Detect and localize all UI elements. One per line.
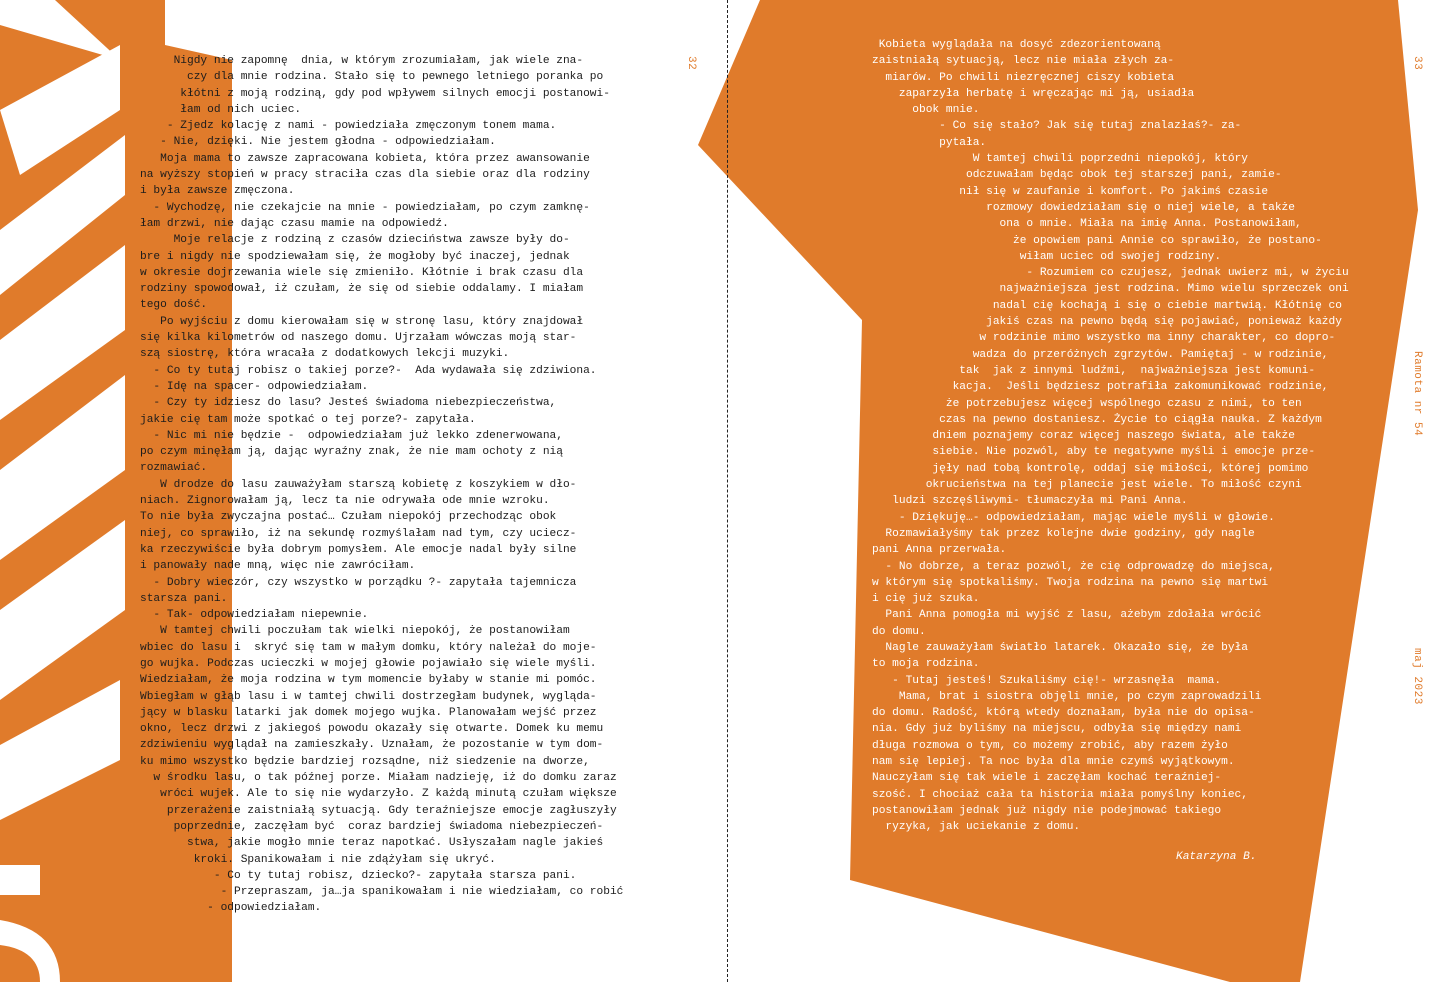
text-line: jęły nad tobą kontrolę, oddaj się miłości, której pomimo: [872, 462, 1309, 475]
text-line: i była zawsze zmęczona.: [140, 185, 295, 198]
text-line: w środku lasu, o tak późnej porze. Miałam nadzieję, iż do domku zaraz: [140, 772, 617, 785]
text-line: jący w blasku latarki jak domek mojego wujka. Planowałam wejść przez: [140, 706, 597, 719]
text-line: pytała.: [872, 136, 987, 149]
text-line: Wiedziałam, że moja rodzina w tym momencie byłaby w stanie mi pomóc.: [140, 674, 597, 687]
text-line: rozmowy dowiedziałam się o niej wiele, a także: [872, 201, 1295, 214]
text-line: czy dla mnie rodzina. Stało się to pewnego letniego poranka po: [140, 71, 604, 84]
text-line: niej, co sprawiło, iż na sekundę rozmyślałam nad tym, czy uciecz-: [140, 527, 577, 540]
text-line: tego dość.: [140, 299, 208, 312]
text-line: - Idę na spacer- odpowiedziałam.: [140, 380, 369, 393]
text-line: okno, lecz drzwi z jakiegoś powodu okazały się otwarte. Domek ku memu: [140, 723, 604, 736]
text-line: - Dobry wieczór, czy wszystko w porządku ?- zapytała tajemnicza: [140, 576, 577, 589]
text-line: nia. Gdy już byliśmy na miejscu, odbyła się między nami: [872, 723, 1242, 736]
text-line: się kilka kilometrów od naszego domu. Ujrzałam wówczas moją star-: [140, 332, 577, 345]
text-line: ona o mnie. Miała na imię Anna. Postanowiłam,: [872, 218, 1302, 231]
text-line: przerażenie zaistniałą sytuacją. Gdy teraźniejsze emocje zagłuszyły: [140, 804, 617, 817]
text-line: nadal cię kochają i się o ciebie martwią. Kłótnię co: [872, 299, 1342, 312]
text-line: Pani Anna pomogła mi wyjść z lasu, ażebym zdołała wrócić: [872, 609, 1262, 622]
text-line: w okresie dojrzewania wiele się zmieniło. Kłótnie i brak czasu dla: [140, 266, 584, 279]
text-line: po czym minęłam ją, dając wyraźny znak, że nie mam ochoty z nią: [140, 446, 563, 459]
text-line: wróci wujek. Ale to się nie wydarzyło. Z każdą minutą czułam większe: [140, 788, 617, 801]
text-line: zaparzyła herbatę i wręczając mi ją, usiadła: [872, 87, 1195, 100]
text-line: Kobieta wyglądała na dosyć zdezorientowaną: [872, 39, 1161, 51]
text-line: obok mnie.: [872, 104, 980, 117]
text-line: W tamtej chwili poprzedni niepokój, który: [872, 153, 1248, 166]
text-line: postanowiłam jednak już nigdy nie podejmować takiego: [872, 804, 1222, 817]
text-line: - Co ty tutaj robisz o takiej porze?- Ada wydawała się zdziwiona.: [140, 364, 597, 377]
deco-letter-notch: [0, 865, 40, 895]
text-line: jakiś czas na pewno będą się pojawiać, ponieważ każdy: [872, 316, 1342, 329]
text-line: kroki. Spanikowałam i nie zdążyłam się ukryć.: [140, 853, 496, 866]
issue-date-label: maj 2023: [1411, 648, 1423, 705]
text-line: Moja mama to zawsze zapracowana kobieta, która przez awansowanie: [140, 152, 590, 165]
text-line: w rodzinie mimo wszystko ma inny charakter, co dopro-: [872, 332, 1336, 345]
text-line: zaistniałą sytuacją, lecz nie miała złych za-: [872, 55, 1175, 68]
magazine-issue-label: Ramota nr 54: [1411, 351, 1423, 437]
text-line: - Rozumiem co czujesz, jednak uwierz mi, w życiu: [872, 267, 1349, 280]
text-line: ludzi szczęśliwymi- tłumaczyła mi Pani Anna.: [872, 495, 1188, 508]
text-line: szość. I chociaż cała ta historia miała pomyślny koniec,: [872, 788, 1248, 801]
text-line: najważniejsza jest rodzina. Mimo wielu sprzeczek oni: [872, 283, 1349, 296]
text-line: okrucieństwa na tej planecie jest wiele. To miłość czyni: [872, 479, 1302, 492]
text-line: i cię już szuka.: [872, 593, 980, 606]
text-line: jakie cię tam może spotkać o tej porze?- zapytała.: [140, 413, 476, 426]
text-line: - Wychodzę, nie czekajcie na mnie - powiedziałam, po czym zamknę-: [140, 201, 590, 214]
text-line: Nauczyłam się tak wiele i zaczęłam kochać teraźniej-: [872, 772, 1222, 785]
text-line: w którym się spotkaliśmy. Twoja rodzina na pewno się martwi: [872, 576, 1269, 589]
text-line: - Dziękuję…- odpowiedziałam, mając wiele myśli w głowie.: [872, 511, 1275, 524]
text-line: to moja rodzina.: [872, 658, 980, 671]
text-line: - Nie, dzięki. Nie jestem głodna - odpowiedziałam.: [140, 136, 496, 149]
text-line: tak jak z innymi ludźmi, najważniejsza jest komuni-: [872, 364, 1316, 377]
text-line: wbiec do lasu i skryć się tam w małym domku, który należał do moje-: [140, 641, 597, 654]
text-line: - Co ty tutaj robisz, dziecko?- zapytała starsza pani.: [140, 869, 577, 882]
text-line: ryzyka, jak uciekanie z domu.: [872, 821, 1081, 834]
text-line: zdziwieniu wyglądał na zamieszkały. Uznałam, że pozostanie w tym dom-: [140, 739, 604, 752]
text-line: siebie. Nie pozwól, aby te negatywne myśli i emocje prze-: [872, 446, 1316, 459]
text-line: stwa, jakie mogło mnie teraz napotkać. Usłyszałam nagle jakieś: [140, 837, 604, 850]
text-line: łam drzwi, nie dając czasu mamie na odpowiedź.: [140, 217, 449, 230]
text-line: szą siostrę, która wracała z dodatkowych lekcji muzyki.: [140, 348, 510, 361]
text-line: W tamtej chwili poczułam tak wielki niepokój, że postanowiłam: [140, 625, 570, 638]
page-number-right: 33: [1411, 56, 1423, 71]
text-line: - Zjedz kolację z nami - powiedziała zmęczonym tonem mama.: [140, 120, 557, 133]
text-line: - Przepraszam, ja…ja spanikowałam i nie wiedziałam, co robić: [140, 886, 624, 899]
text-line: - odpowiedziałam.: [140, 902, 322, 915]
right-page-article-text: [872, 37, 1349, 836]
text-line: - Tak- odpowiedziałam niepewnie.: [140, 609, 369, 622]
text-line: wiłam uciec od swojej rodziny.: [872, 250, 1222, 263]
text-line: starsza pani.: [140, 592, 228, 605]
text-line: bre i nigdy nie spodziewałam się, że mogłoby być inaczej, jednak: [140, 250, 570, 263]
text-line: ku mimo wszystko będzie bardziej rozsądne, niż siedzenie na dworze,: [140, 755, 590, 768]
text-line: odczuwałam będąc obok tej starszej pani, zamie-: [872, 169, 1282, 182]
text-line: Po wyjściu z domu kierowałam się w stronę lasu, który znajdował: [140, 315, 584, 328]
text-line: kłótni z moją rodziną, gdy pod wpływem silnych emocji postanowi-: [140, 87, 610, 100]
page-fold-line: [727, 0, 728, 982]
left-page-article-text: [140, 53, 623, 917]
author-signature: Katarzyna B.: [1176, 851, 1257, 863]
text-line: nił się w zaufanie i komfort. Po jakimś czasie: [872, 185, 1269, 198]
text-line: że opowiem pani Annie co sprawiło, że postano-: [872, 234, 1322, 247]
text-line: poprzednie, zaczęłam być coraz bardziej świadoma niebezpieczeń-: [140, 820, 604, 833]
text-line: miarów. Po chwili niezręcznej ciszy kobieta: [872, 71, 1175, 84]
text-line: długa rozmowa o tym, co możemy zrobić, aby razem żyło: [872, 739, 1228, 752]
text-line: Nigdy nie zapomnę dnia, w którym zrozumiałam, jak wiele zna-: [140, 55, 584, 67]
text-line: To nie była zwyczajna postać… Czułam niepokój przechodząc obok: [140, 511, 557, 524]
text-line: nam się lepiej. Ta noc była dla mnie czymś wyjątkowym.: [872, 756, 1235, 769]
text-line: Moje relacje z rodziną z czasów dzieciństwa zawsze były do-: [140, 234, 570, 247]
text-line: - Tutaj jesteś! Szukaliśmy cię!- wrzasnęła mama.: [872, 674, 1222, 687]
text-line: - No dobrze, a teraz pozwól, że cię odprowadzę do miejsca,: [872, 560, 1275, 573]
text-line: do domu. Radość, którą wtedy doznałam, była nie do opisa-: [872, 707, 1255, 720]
text-line: - Czy ty idziesz do lasu? Jesteś świadoma niebezpieczeństwa,: [140, 397, 557, 410]
text-line: Nagle zauważyłam światło latarek. Okazało się, że była: [872, 641, 1248, 654]
text-line: na wyższy stopień w pracy straciła czas dla siebie oraz dla rodziny: [140, 169, 590, 182]
text-line: Rozmawiałyśmy tak przez kolejne dwie godziny, gdy nagle: [872, 527, 1255, 540]
text-line: czas na pewno dostaniesz. Życie to ciągła nauka. Z każdym: [872, 413, 1322, 426]
text-line: wadza do przeróżnych zgrzytów. Pamiętaj - w rodzinie,: [872, 348, 1329, 361]
text-line: rodziny spowodował, iż czułam, że się od siebie oddalamy. I miałam: [140, 283, 584, 296]
text-line: go wujka. Podczas ucieczki w mojej głowie pojawiało się wiele myśli.: [140, 657, 597, 670]
text-line: dniem poznajemy coraz więcej naszego świata, ale także: [872, 430, 1295, 443]
text-line: - Co się stało? Jak się tutaj znalazłaś?- za-: [872, 120, 1242, 133]
text-line: ka rzeczywiście była dobrym pomysłem. Ale emocje nadal były silne: [140, 543, 577, 556]
text-line: Mama, brat i siostra objęli mnie, po czym zaprowadzili: [872, 690, 1262, 703]
text-line: - Nic mi nie będzie - odpowiedziałam już lekko zdenerwowana,: [140, 429, 563, 442]
text-line: łam od nich uciec.: [140, 103, 302, 116]
text-line: pani Anna przerwała.: [872, 544, 1007, 557]
text-line: że potrzebujesz więcej wspólnego czasu z nimi, to ten: [872, 397, 1302, 410]
text-line: Wbiegłam w głąb lasu i w tamtej chwili dostrzegłam budynek, wygląda-: [140, 690, 597, 703]
text-line: i panowały nade mną, więc nie zawróciłam.: [140, 560, 416, 573]
text-line: rozmawiać.: [140, 462, 208, 475]
text-line: kacja. Jeśli będziesz potrafiła zakomunikować rodzinie,: [872, 381, 1329, 394]
text-line: niach. Zignorowałam ją, lecz ta nie odrywała ode mnie wzroku.: [140, 495, 550, 508]
text-line: do domu.: [872, 625, 926, 638]
text-line: W drodze do lasu zauważyłam starszą kobietę z koszykiem w dło-: [140, 478, 577, 491]
page-number-left: 32: [685, 56, 697, 71]
